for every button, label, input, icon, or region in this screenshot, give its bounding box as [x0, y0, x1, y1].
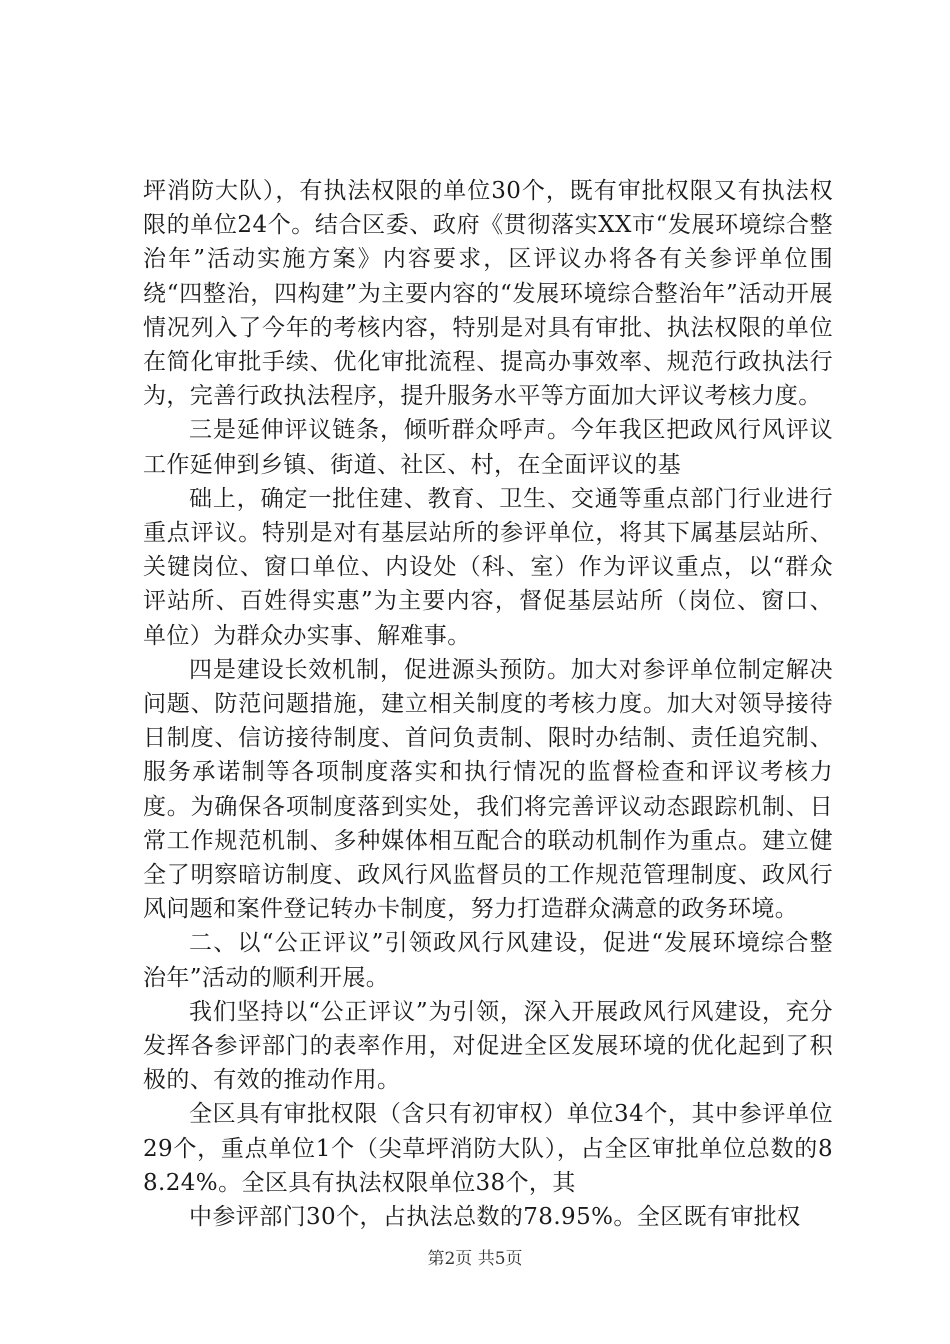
paragraph-1: 坪消防大队），有执法权限的单位30个，既有审批权限又有执法权限的单位24个。结合区委、政府《贯彻落实XX市“发展环境综合整治年”活动实施方案》内容要求，区评议办将各有关参评单位围绕“四整治，四构建”为主要内容的“发展环境综合整治年”活动开展情况列入了今年的考核内容，特别是对具有审批、执法权限的单位在简化审批手续、优化审批流程、提高办事效率、规范行政执法行为，完善行政执法程序，提升服务水平等方面加大评议考核力度。: [143, 178, 833, 410]
paragraph-6: 我们坚持以“公正评议”为引领，深入开展政风行风建设，充分发挥各参评部门的表率作用，对促进全区发展环境的优化起到了积极的、有效的推动作用。: [143, 998, 833, 1094]
paragraph-2: 三是延伸评议链条，倾听群众呼声。今年我区把政风行风评议工作延伸到乡镇、街道、社区、村，在全面评议的基: [143, 417, 833, 478]
paragraph-8: 中参评部门30个，占执法总数的78.95%。全区既有审批权: [189, 1204, 801, 1231]
body-text: [143, 174, 833, 1234]
paragraph-3: 础上，确定一批住建、教育、卫生、交通等重点部门行业进行重点评议。特别是对有基层站所的参评单位，将其下属基层站所、关键岗位、窗口单位、内设处（科、室）作为评议重点，以“群众评站所、百姓得实惠”为主要内容，督促基层站所（岗位、窗口、单位）为群众办实事、解难事。: [143, 485, 833, 649]
paragraph-4: 四是建设长效机制，促进源头预防。加大对参评单位制定解决问题、防范问题措施，建立相关制度的考核力度。加大对领导接待日制度、信访接待制度、首问负责制、限时办结制、责任追究制、服务承诺制等各项制度落实和执行情况的监督检查和评议考核力度。为确保各项制度落到实处，我们将完善评议动态跟踪机制、日常工作规范机制、多种媒体相互配合的联动机制作为重点。建立健全了明察暗访制度、政风行风监督员的工作规范管理制度、政风行风问题和案件登记转办卡制度，努力打造群众满意的政务环境。: [143, 656, 833, 923]
paragraph-5: 二、以“公正评议”引领政风行风建设，促进“发展环境综合整治年”活动的顺利开展。: [143, 930, 833, 991]
paragraph-7: 全区具有审批权限（含只有初审权）单位34个，其中参评单位29个，重点单位1个（尖草坪消防大队），占全区审批单位总数的88.24%。全区具有执法权限单位38个，其: [143, 1101, 833, 1196]
page-footer: 第2页 共5页: [427, 1249, 523, 1269]
